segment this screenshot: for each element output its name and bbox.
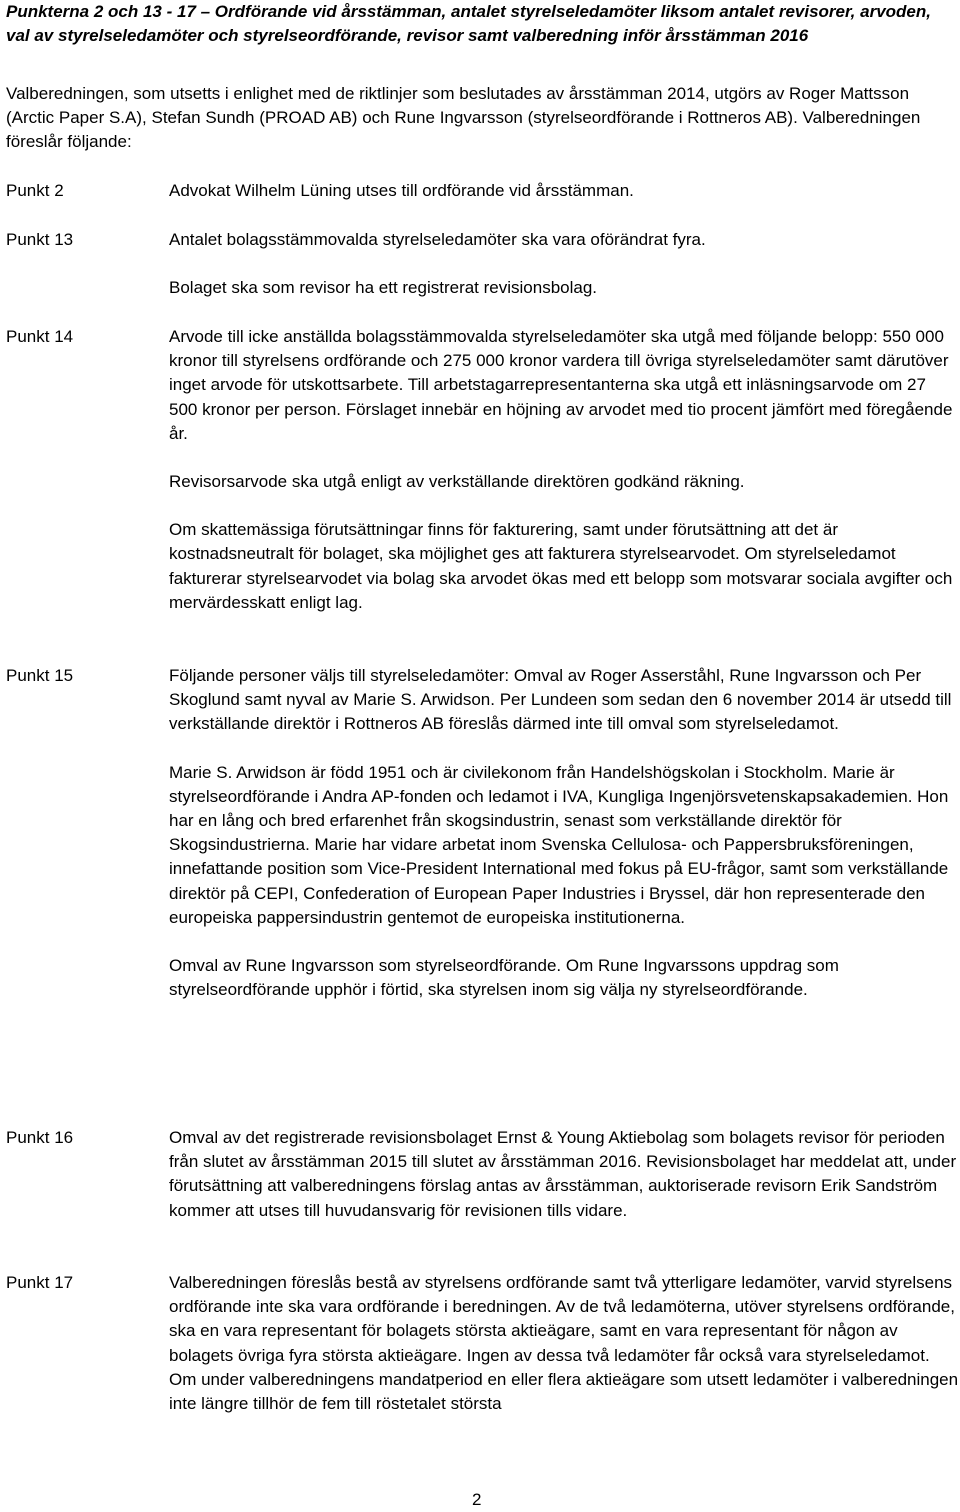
punkt-label: Punkt 14 — [6, 327, 74, 346]
punkt-label: Punkt 15 — [6, 666, 74, 685]
punkt-paragraph: Marie S. Arwidson är född 1951 och är civilekonom från Handelshögskolan i Stockholm. Marie är styrelseordförande i Andra AP-fonden och ledamot i IVA, Kungliga Ingenjörsvetenskapsakademien. Hon har en lång och bred erfarenhet från skogsindustrin, senast som verkställande direktör för Skogsindustrierna. Marie har vidare arbetat inom Svenska Cellulosa- och Pappersbruksföreningen, innefattande position som Vice-President International med fokus på EU-frågor, samt som verkställande direktör på CEPI, Confederation of European Paper Industries i Bryssel, där hon representerade den europeiska pappersindustrin gentemot de europeiska institutionerna. — [169, 762, 949, 927]
punkt-paragraph: Arvode till icke anställda bolagsstämmovalda styrelseledamöter ska utgå med följande belopp: 550 000 kronor till styrelsens ordförande och 275 000 kronor vardera till övriga styrelseledamöter samt därutöver inget arvode för utskottsarbete. Till arbetstagarrepresentanterna ska utgå ett inläsningsarvode om 27 500 kronor per person. Förslaget innebär en höjning av arvodet med tio procent jämfört med föregående år. — [169, 327, 953, 443]
punkt-label: Punkt 17 — [6, 1273, 74, 1292]
punkt-label: Punkt 13 — [6, 230, 74, 249]
punkt-body — [169, 1271, 959, 1416]
punkt-paragraph: Omval av Rune Ingvarsson som styrelseordförande. Om Rune Ingvarssons uppdrag som styrelseordförande upphör i förtid, ska styrelsen inom sig välja ny styrelseordförande. — [169, 956, 839, 1000]
section-heading: Punkterna 2 och 13 - 17 – Ordförande vid årsstämman, antalet styrelseledamöter liksom antalet revisorer, arvoden, val av styrelseledamöter och styrelseordförande, revisor samt valberedning inför årsstämman 2016 — [6, 2, 931, 46]
punkt-body — [169, 325, 959, 615]
punkt-paragraph: Bolaget ska som revisor ha ett registrerat revisionsbolag. — [169, 278, 598, 298]
punkt-label: Punkt 2 — [6, 181, 64, 200]
punkt-paragraph: Följande personer väljs till styrelseledamöter: Omval av Roger Asserståhl, Rune Ingvarsson och Per Skoglund samt nyval av Marie S. Arwidson. Per Lundeen som sedan den 6 november 2014 är utsedd till verkställande direktör i Rottneros AB föreslås därmed inte till omval som styrelseledamot. — [169, 666, 952, 734]
punkt-label: Punkt 16 — [6, 1128, 74, 1147]
punkt-body — [169, 179, 959, 203]
punkt-body — [169, 1126, 959, 1223]
punkt-paragraph: Advokat Wilhelm Lüning utses till ordförande vid årsstämman. — [169, 181, 634, 200]
punkt-paragraph: Om skattemässiga förutsättningar finns för fakturering, samt under förutsättning att det är kostnadsneutralt för bolaget, ska möjlighet ges att fakturera styrelsearvodet. Om styrelseledamot fakturerar styrelsearvodet via bolag ska arvodet ökas med ett belopp som motsvarar sociala avgifter och mervärdesskatt enligt lag. — [169, 520, 953, 612]
page-number: 2 — [472, 1490, 482, 1509]
intro-paragraph: Valberedningen, som utsetts i enlighet med de riktlinjer som beslutades av årsstämman 2014, utgörs av Roger Mattsson (Arctic Paper S.A), Stefan Sundh (PROAD AB) och Rune Ingvarsson (styrelseordförande i Rottneros AB). Valberedningen föreslår följande: — [6, 84, 921, 152]
punkt-paragraph: Omval av det registrerade revisionsbolaget Ernst & Young Aktiebolag som bolagets revisor för perioden från slutet av årsstämman 2015 till slutet av årsstämman 2016. Revisionsbolaget har meddelat att, under förutsättning att valberedningens förslag antas av årsstämman, auktoriserade revisorn Erik Sandström kommer att utses till huvudansvarig för revisionen tills vidare. — [169, 1128, 957, 1220]
punkt-body — [169, 664, 959, 1002]
punkt-paragraph: Revisorsarvode ska utgå enligt av verkställande direktören godkänd räkning. — [169, 472, 745, 492]
punkt-paragraph: Valberedningen föreslås bestå av styrelsens ordförande samt två ytterligare ledamöter, varvid styrelsens ordförande inte ska vara ordförande i beredningen. Av de två ledamöterna, utöver styrelsens ordförande, ska en vara representant för bolagets största aktieägare, samt en vara representant för någon av bolagets övriga fyra största aktieägare. Ingen av dessa två ledamöter får också vara styrelseledamot. Om under valberedningens mandatperiod en eller flera aktieägare som utsett ledamöter i valberedningen inte längre tillhör de fem till röstetalet största — [169, 1273, 959, 1414]
punkt-body — [169, 228, 959, 300]
punkt-paragraph: Antalet bolagsstämmovalda styrelseledamöter ska vara oförändrat fyra. — [169, 230, 706, 249]
